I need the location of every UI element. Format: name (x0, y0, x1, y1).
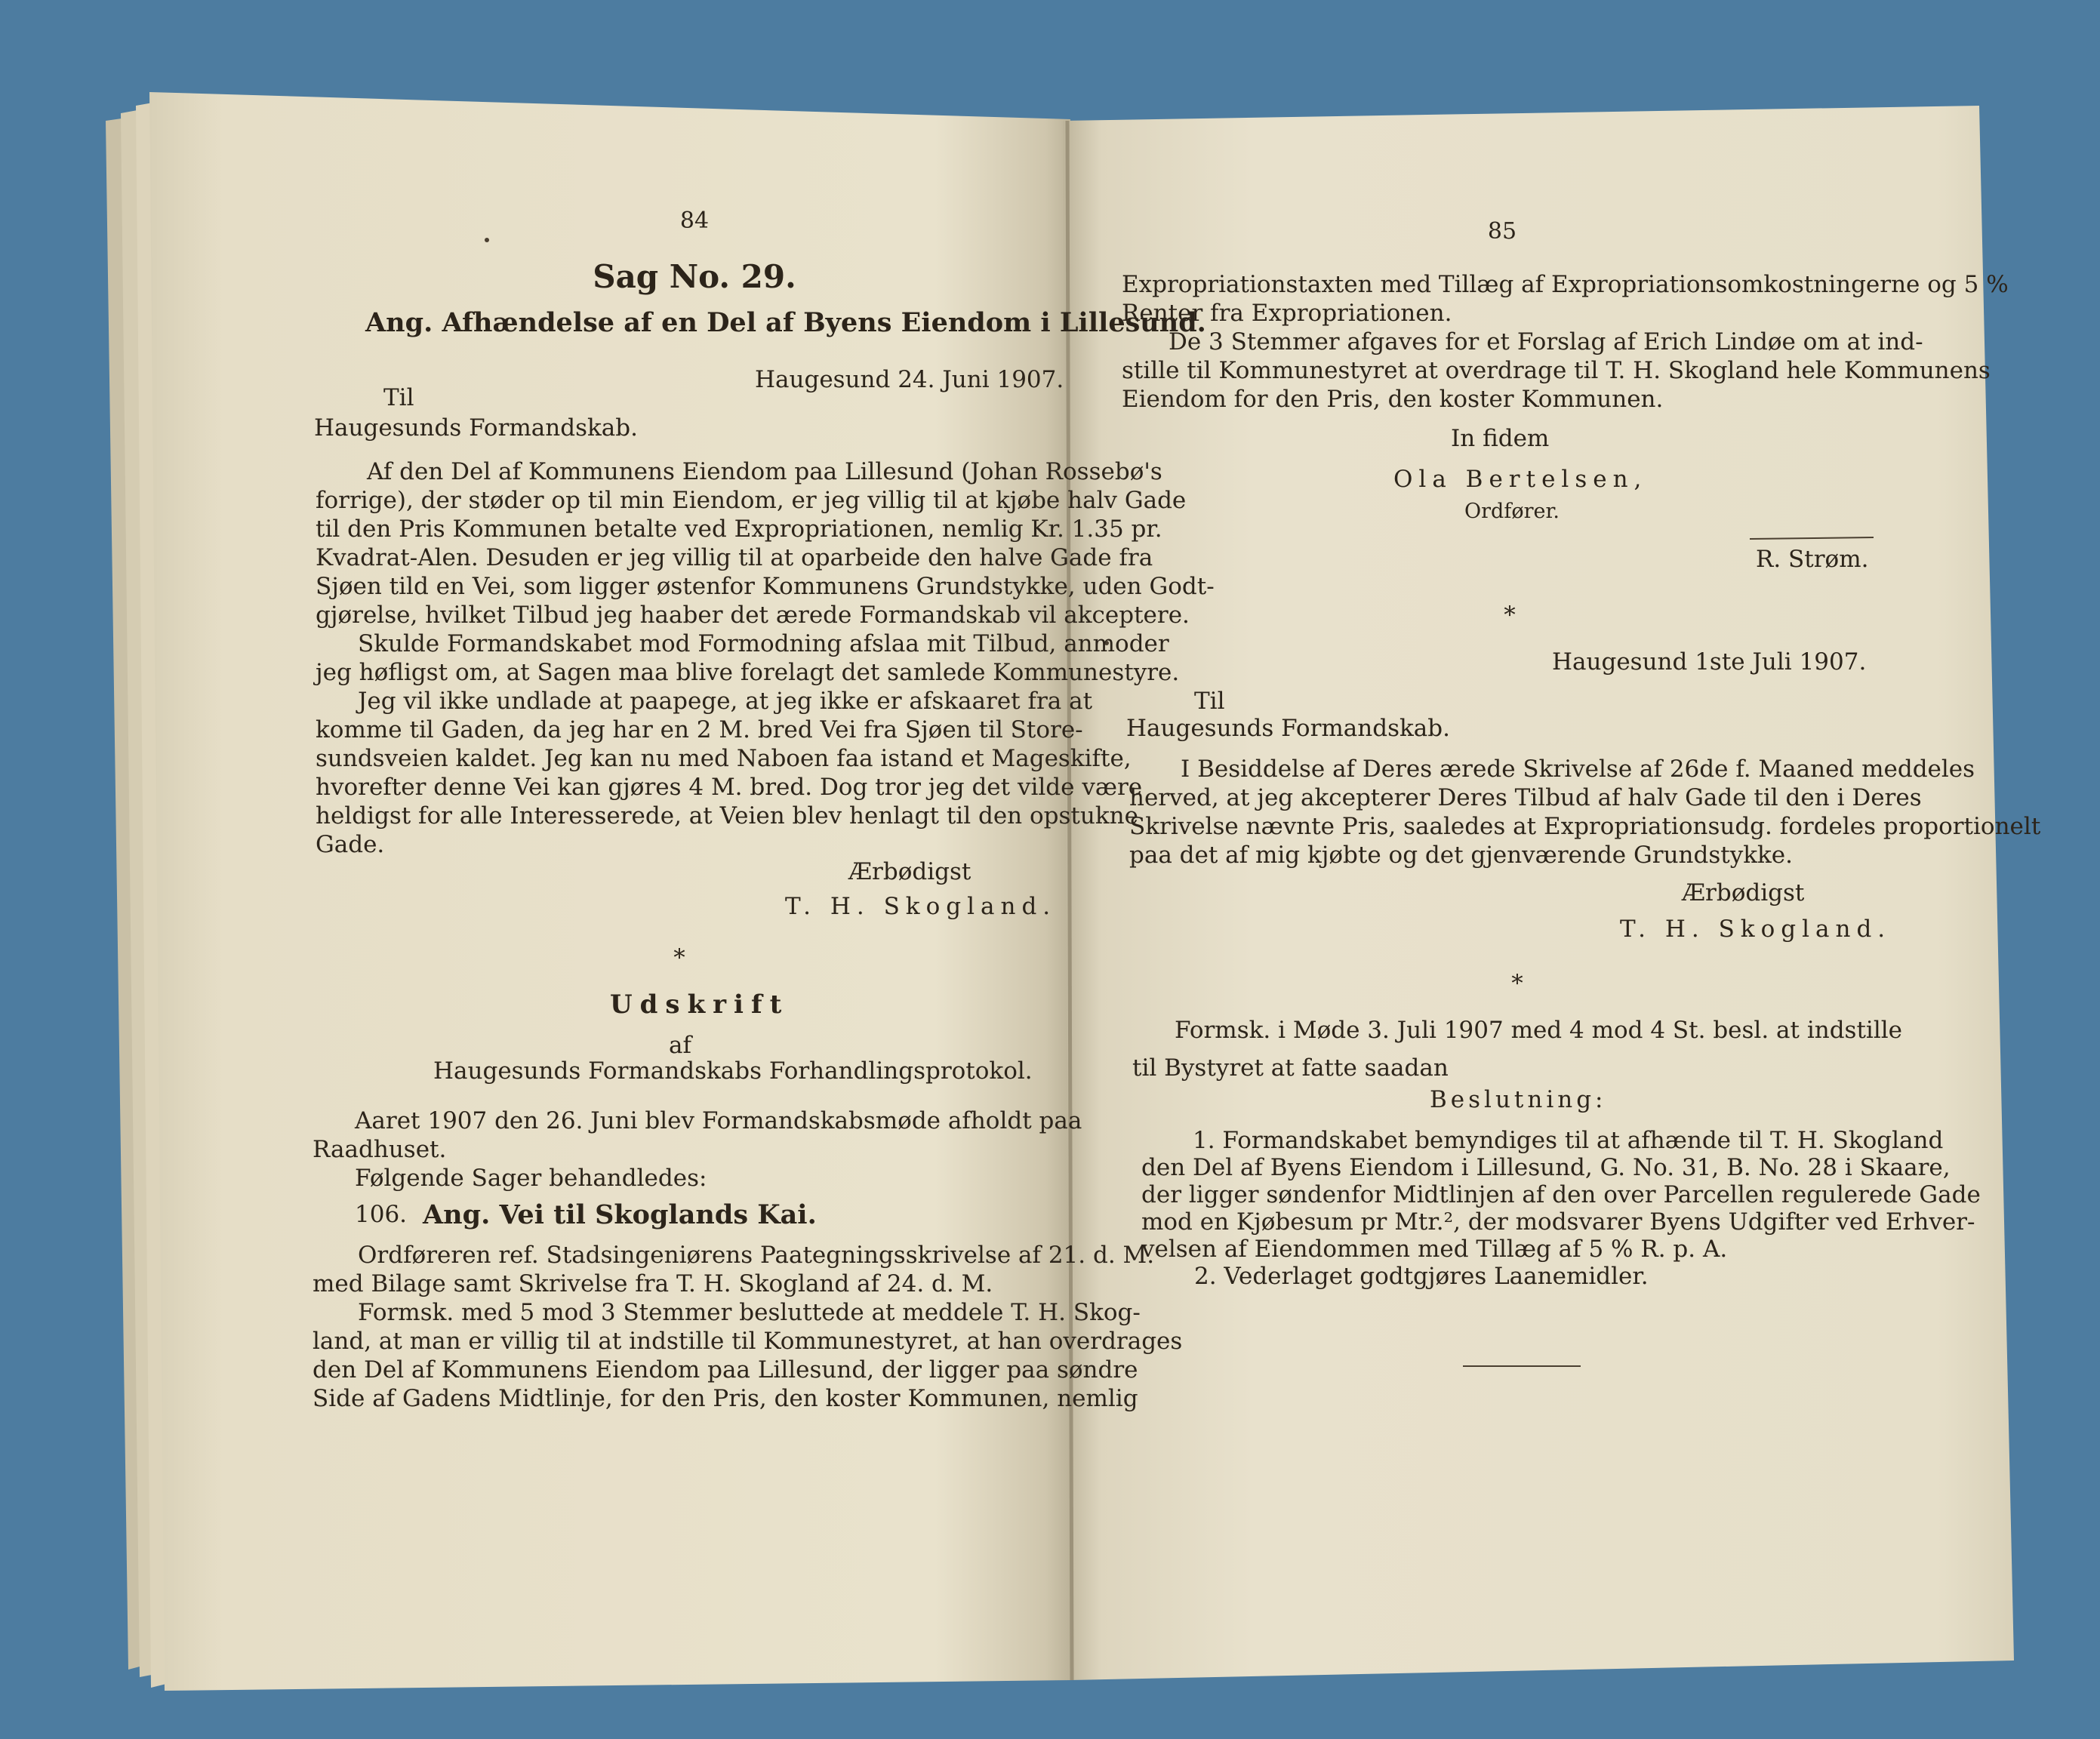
in-fidem: In fidem (1451, 425, 1550, 452)
extract-line: Raadhuset. (313, 1136, 447, 1163)
resolution-title: Beslutning: (1430, 1086, 1607, 1113)
letter-line: hvorefter denne Vei kan gjøres 4 M. bred. Dog tror jeg det vilde være (316, 774, 1143, 801)
letter-line: heldigst for alle Interesserede, at Veien blev henlagt til den opstukne (316, 802, 1138, 829)
letter-line: sundsveien kaldet. Jeg kan nu med Naboen faa istand et Mageskifte, (316, 745, 1132, 772)
letter-line: Skrivelse nævnte Pris, saaledes at Expropriationsudg. fordeles proportionelt (1129, 813, 2041, 840)
letter-line: jeg høfligst om, at Sagen maa blive forelagt det samlede Kommunestyre. (316, 659, 1180, 686)
letter-signature: T. H. Skogland. (785, 893, 1057, 920)
letter-addressee: Til (1194, 688, 1225, 715)
section-divider: * (1511, 970, 1523, 997)
letter-dateline: Haugesund 24. Juni 1907. (755, 366, 1064, 393)
letter-addressee: Haugesunds Formandskab. (314, 414, 638, 442)
resolution-line: 1. Formandskabet bemyndiges til at afhænde til T. H. Skogland (1193, 1127, 1944, 1154)
letter-line: Skulde Formandskabet mod Formodning afslaa mit Tilbud, anmoder (358, 630, 1169, 657)
letter-closing: Ærbødigst (1682, 879, 1805, 906)
letter-line: Sjøen tild en Vei, som ligger østenfor Kommunens Grundstykke, uden Godt- (316, 573, 1215, 600)
right-page (1064, 0, 2100, 1739)
letter-line: forrige), der støder op til min Eiendom, er jeg villig til at kjøbe halv Gade (316, 487, 1187, 514)
item-line: Formsk. med 5 mod 3 Stemmer besluttede at meddele T. H. Skog- (358, 1299, 1141, 1326)
letter-line: I Besiddelse af Deres ærede Skrivelse af 26de f. Maaned meddeles (1181, 756, 1975, 783)
letter-line: gjørelse, hvilket Tilbud jeg haaber det ærede Formandskab vil akceptere. (316, 602, 1190, 629)
resolution-line: 2. Vederlaget godtgjøres Laanemidler. (1194, 1263, 1649, 1290)
resolution-line: mod en Kjøbesum pr Mtr.², der modsvarer Byens Udgifter ved Erhver- (1141, 1208, 1975, 1236)
letter-line: paa det af mig kjøbte og det gjenværende Grundstykke. (1129, 842, 1794, 869)
item-line: Side af Gadens Midtlinje, for den Pris, den koster Kommunen, nemlig (313, 1385, 1138, 1412)
letter-addressee: Haugesunds Formandskab. (1126, 715, 1450, 742)
letter-line: herved, at jeg akcepterer Deres Tilbud af halv Gade til den i Deres (1129, 784, 1922, 811)
letter-line: Gade. (316, 831, 385, 858)
letter-line: Jeg vil ikke undlade at paapege, at jeg ikke er afskaaret fra at (358, 688, 1093, 715)
case-heading: Sag No. 29. (593, 258, 796, 295)
extract-line: Følgende Sager behandledes: (355, 1165, 707, 1192)
section-divider: * (673, 944, 685, 971)
page-number: 85 (1487, 218, 1517, 245)
continuation-line: Expropriationstaxten med Tillæg af Expropriationsomkostningerne og 5 % (1122, 271, 2009, 298)
continuation-line: De 3 Stemmer afgaves for et Forslag af Erich Lindøe om at ind- (1169, 328, 1923, 355)
letter-closing: Ærbødigst (848, 858, 971, 885)
letter-line: komme til Gaden, da jeg har en 2 M. bred Vei fra Sjøen til Store- (316, 716, 1083, 743)
extract-line: Aaret 1907 den 26. Juni blev Formandskabsmøde afholdt paa (355, 1107, 1082, 1134)
item-line: Ordføreren ref. Stadsingeniørens Paategningsskrivelse af 21. d. M. (358, 1242, 1155, 1269)
page-number: 84 (679, 208, 710, 234)
letter-line: til den Pris Kommunen betalte ved Expropriationen, nemlig Kr. 1.35 pr. (316, 516, 1162, 543)
letter-line: Af den Del af Kommunens Eiendom paa Lillesund (Johan Rossebø's (367, 458, 1162, 485)
extract-source: Haugesunds Formandskabs Forhandlingsprotokol. (433, 1057, 1033, 1085)
item-line: land, at man er villig til at indstille til Kommunestyret, at han overdrages (313, 1328, 1183, 1355)
resolution-line: der ligger søndenfor Midtlinjen af den over Parcellen regulerede Gade (1141, 1181, 1981, 1208)
continuation-line: Eiendom for den Pris, den koster Kommunen. (1122, 386, 1664, 413)
case-subheading: Ang. Afhændelse af en Del af Byens Eiendom i Lillesund. (365, 307, 1206, 338)
resolution-intro: Formsk. i Møde 3. Juli 1907 med 4 mod 4 St. besl. at indstille (1175, 1017, 1903, 1044)
item-line: med Bilage samt Skrivelse fra T. H. Skogland af 24. d. M. (313, 1270, 993, 1297)
attest-title: Ordfører. (1464, 500, 1560, 523)
resolution-line: velsen af Eiendommen med Tillæg af 5 % R. p. A. (1141, 1236, 1728, 1263)
letter-addressee: Til (383, 384, 414, 411)
item-line: den Del af Kommunens Eiendom paa Lillesund, der ligger paa søndre (313, 1356, 1138, 1384)
item-number: 106. (355, 1201, 408, 1228)
attest-name: Ola Bertelsen, (1393, 466, 1648, 493)
continuation-line: Renter fra Expropriationen. (1122, 300, 1452, 327)
extract-title: Udskrift (610, 990, 790, 1020)
letter-dateline: Haugesund 1ste Juli 1907. (1552, 648, 1867, 676)
resolution-line: den Del af Byens Eiendom i Lillesund, G. No. 31, B. No. 28 i Skaare, (1141, 1154, 1951, 1181)
letter-signature: T. H. Skogland. (1620, 916, 1892, 943)
extract-of: af (669, 1032, 691, 1059)
letter-line: Kvadrat-Alen. Desuden er jeg villig til at oparbeide den halve Gade fra (316, 544, 1153, 571)
section-divider: * (1504, 602, 1516, 629)
continuation-line: stille til Kommunestyret at overdrage til T. H. Skogland hele Kommunens (1122, 357, 1991, 384)
attest-second: R. Strøm. (1756, 546, 1869, 573)
resolution-intro: til Bystyret at fatte saadan (1132, 1054, 1449, 1082)
item-title: Ang. Vei til Skoglands Kai. (423, 1199, 817, 1230)
